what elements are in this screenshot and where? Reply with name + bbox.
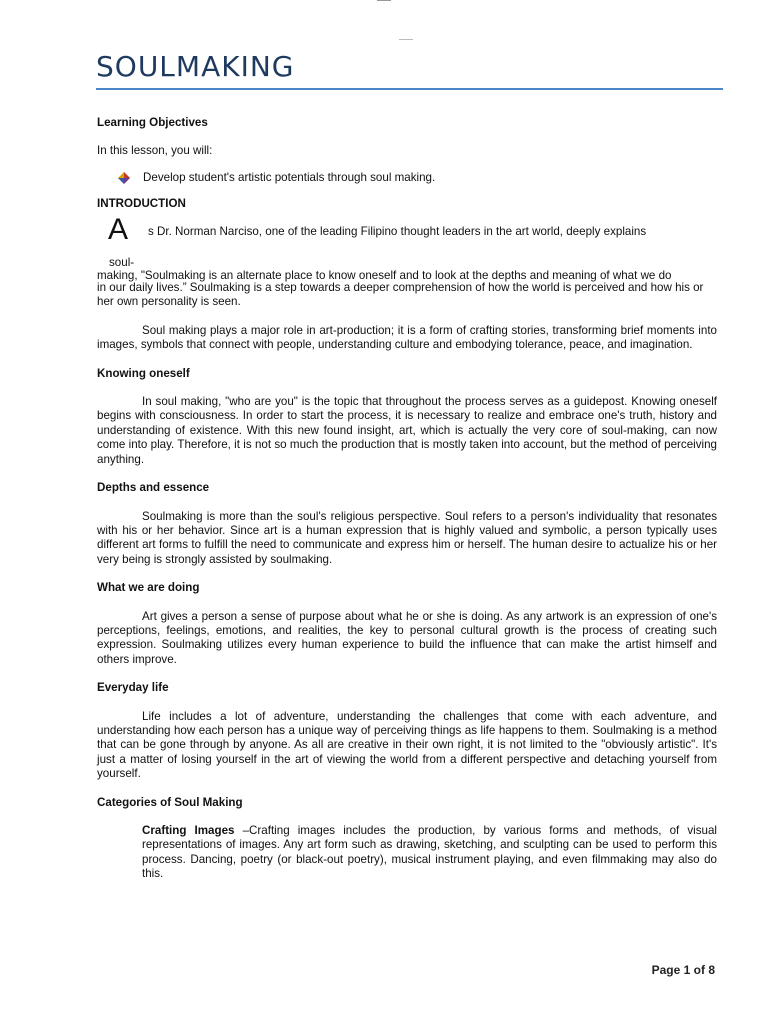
total-pages: 8 (708, 963, 715, 977)
objective-text: Develop student's artistic potentials through soul making. (143, 170, 436, 184)
intro-first-line-text: s Dr. Norman Narciso, one of the leading Filipino thought leaders in the art world, deeply explains (148, 224, 647, 238)
header-mark (399, 39, 413, 40)
everyday-life-body: Life includes a lot of adventure, understanding the challenges that come with each adventure, and understanding how each person has a unique way of perceiving things as life happens to them. Soulmaking is a method that can be gone through by anyone. As all are creative in their own right, it is not limited to the "obviously artistic". It's just a matter of losing yourself in the art of viewing the world from a different perspective and detaching yourself from yourself. (97, 709, 717, 781)
learning-objectives-heading: Learning Objectives (97, 116, 208, 129)
depths-essence-body: Soulmaking is more than the soul's religious perspective. Soul refers to a person's individuality that resonates with his or her behavior. Since art is a human expression that is highly valued and symbolic, a person typically uses different art forms to fulfill the need to communicate and express him or herself. The human desire to actualize his or her very being is strongly assisted by soulmaking. (97, 509, 717, 566)
introduction-heading: INTRODUCTION (97, 197, 186, 211)
document-title: SOULMAKING (96, 50, 295, 83)
drop-cap: A (108, 212, 129, 246)
depths-essence-heading: Depths and essence (97, 481, 210, 495)
title-underline (96, 88, 723, 90)
intro-continued-1: making, "Soulmaking is an alternate place to know oneself and to look at the depths and meaning of what we do (97, 269, 672, 283)
intro-continued-2: in our daily lives.” Soulmaking is a step towards a deeper comprehension of how the world is perceived and how his or her own personality is seen. (97, 281, 704, 309)
intro-first-line (97, 212, 717, 246)
crafting-images-body: –Crafting images includes the production, by various forms and methods, of visual representations of images. Any art form such as drawing, sketching, and sculpting can be used to perform this process. Dancing, poetry (or black-out poetry), musical instrument playing, and even filmmaking may also do this. (142, 824, 717, 881)
document-body (97, 116, 717, 882)
top-page-mark (377, 0, 391, 1)
everyday-life-heading: Everyday life (97, 681, 169, 695)
diamond-bullet-icon (117, 171, 131, 185)
page-number: 1 (683, 963, 691, 977)
knowing-oneself-heading: Knowing oneself (97, 366, 190, 380)
categories-heading: Categories of Soul Making (97, 795, 243, 809)
crafting-images-title: Crafting Images (142, 824, 235, 837)
learning-objectives-lead: In this lesson, you will: (97, 144, 213, 158)
what-we-are-doing-body: Art gives a person a sense of purpose about what he or she is doing. As any artwork is an expression of one's perceptions, feelings, emotions, and realities, the key to personal cultural growth is the process of creating such expression. Soulmaking utilizes every human experience to build the influence that can make the artist himself and others improve. (97, 609, 717, 666)
knowing-oneself-body: In soul making, "who are you" is the topic that throughout the process serves as a guidepost. Knowing oneself begins with consciousness. In order to start the process, it is necessary to realize and embrace one's truth, history and understanding of existence. With this new found insight, art, which is actually the very core of soul-making, can now come into play. Therefore, it is not so much the production that is mostly taken into account, but the method of perceiving anything. (97, 395, 717, 466)
of-label: of (693, 963, 705, 977)
intro-paragraph-2: Soul making plays a major role in art-production; it is a form of crafting stories, transforming brief moments into images, symbols that connect with people, understanding culture and embodying tolerance, peace, and imagination. (97, 323, 717, 352)
crafting-images-paragraph (142, 824, 717, 882)
what-we-are-doing-heading: What we are doing (97, 581, 200, 595)
intro-soul-word: soul- (109, 255, 135, 269)
objective-item (117, 171, 717, 185)
page-label: Page (651, 963, 681, 977)
page-footer (652, 963, 715, 977)
